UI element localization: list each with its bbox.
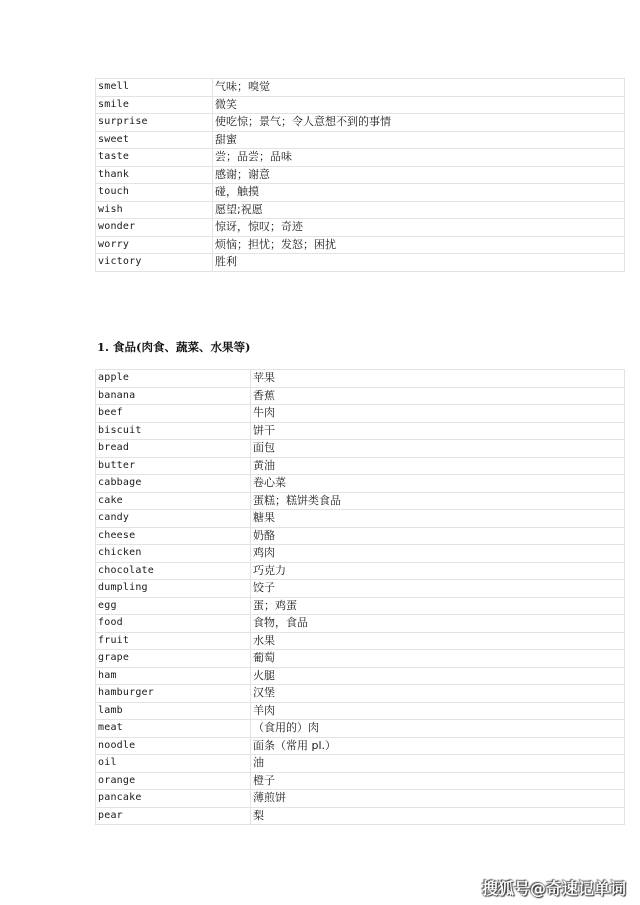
english-word: hamburger <box>96 685 251 703</box>
table-row <box>96 685 625 703</box>
table-row <box>96 772 625 790</box>
chinese-meaning: 气味；嗅觉 <box>213 79 625 97</box>
table-row <box>96 562 625 580</box>
table-row <box>96 580 625 598</box>
table-row <box>96 632 625 650</box>
english-word: oil <box>96 755 251 773</box>
english-word: fruit <box>96 632 251 650</box>
chinese-meaning: 面包 <box>251 440 625 458</box>
english-word: candy <box>96 510 251 528</box>
chinese-meaning: 饺子 <box>251 580 625 598</box>
chinese-meaning: 烦恼；担忧；发怒；困扰 <box>213 236 625 254</box>
chinese-meaning: 葡萄 <box>251 650 625 668</box>
table-row <box>96 597 625 615</box>
chinese-meaning: 汉堡 <box>251 685 625 703</box>
chinese-meaning: 羊肉 <box>251 702 625 720</box>
table-row <box>96 131 625 149</box>
english-word: thank <box>96 166 213 184</box>
table-row <box>96 79 625 97</box>
english-word: sweet <box>96 131 213 149</box>
english-word: cheese <box>96 527 251 545</box>
chinese-meaning: 使吃惊；景气；令人意想不到的事情 <box>213 114 625 132</box>
english-word: taste <box>96 149 213 167</box>
table-row <box>96 201 625 219</box>
english-word: apple <box>96 370 251 388</box>
emotions-vocab-table <box>95 78 625 272</box>
chinese-meaning: 惊讶，惊叹；奇迹 <box>213 219 625 237</box>
table-row <box>96 440 625 458</box>
english-word: food <box>96 615 251 633</box>
table-row <box>96 615 625 633</box>
english-word: orange <box>96 772 251 790</box>
chinese-meaning: 梨 <box>251 807 625 825</box>
chinese-meaning: 奶酪 <box>251 527 625 545</box>
english-word: biscuit <box>96 422 251 440</box>
chinese-meaning: 微笑 <box>213 96 625 114</box>
english-word: wonder <box>96 219 213 237</box>
table-row <box>96 219 625 237</box>
chinese-meaning: 火腿 <box>251 667 625 685</box>
chinese-meaning: 尝；品尝；品味 <box>213 149 625 167</box>
chinese-meaning: 胜利 <box>213 254 625 272</box>
english-word: banana <box>96 387 251 405</box>
food-vocab-table <box>95 369 625 825</box>
english-word: grape <box>96 650 251 668</box>
table-row <box>96 370 625 388</box>
english-word: surprise <box>96 114 213 132</box>
sohu-watermark: 搜狐号@奇速记单词 <box>481 879 626 898</box>
table-row <box>96 236 625 254</box>
english-word: smile <box>96 96 213 114</box>
english-word: butter <box>96 457 251 475</box>
table-row <box>96 492 625 510</box>
chinese-meaning: 橙子 <box>251 772 625 790</box>
table-row <box>96 510 625 528</box>
english-word: chocolate <box>96 562 251 580</box>
english-word: pancake <box>96 790 251 808</box>
chinese-meaning: 面条（常用 pl.） <box>251 737 625 755</box>
chinese-meaning: 卷心菜 <box>251 475 625 493</box>
table-row <box>96 422 625 440</box>
table-row <box>96 149 625 167</box>
table-row <box>96 405 625 423</box>
table-row <box>96 254 625 272</box>
chinese-meaning: 薄煎饼 <box>251 790 625 808</box>
table-row <box>96 457 625 475</box>
chinese-meaning: 鸡肉 <box>251 545 625 563</box>
food-table-body <box>96 370 625 825</box>
table-row <box>96 184 625 202</box>
table-row <box>96 650 625 668</box>
table-row <box>96 114 625 132</box>
english-word: wish <box>96 201 213 219</box>
english-word: worry <box>96 236 213 254</box>
table-row <box>96 790 625 808</box>
table-row <box>96 166 625 184</box>
food-section-heading: 1. 食品(肉食、蔬菜、水果等) <box>97 340 251 354</box>
table-row <box>96 720 625 738</box>
chinese-meaning: 愿望;祝愿 <box>213 201 625 219</box>
chinese-meaning: 感谢；谢意 <box>213 166 625 184</box>
english-word: pear <box>96 807 251 825</box>
english-word: dumpling <box>96 580 251 598</box>
chinese-meaning: 碰，触摸 <box>213 184 625 202</box>
table-row <box>96 545 625 563</box>
english-word: ham <box>96 667 251 685</box>
table-row <box>96 387 625 405</box>
table-row <box>96 667 625 685</box>
chinese-meaning: 蛋；鸡蛋 <box>251 597 625 615</box>
chinese-meaning: 食物，食品 <box>251 615 625 633</box>
chinese-meaning: 糖果 <box>251 510 625 528</box>
english-word: meat <box>96 720 251 738</box>
chinese-meaning: 巧克力 <box>251 562 625 580</box>
chinese-meaning: 油 <box>251 755 625 773</box>
emotions-table-body <box>96 79 625 272</box>
chinese-meaning: 苹果 <box>251 370 625 388</box>
table-row <box>96 475 625 493</box>
english-word: bread <box>96 440 251 458</box>
table-row <box>96 96 625 114</box>
english-word: victory <box>96 254 213 272</box>
english-word: chicken <box>96 545 251 563</box>
chinese-meaning: 甜蜜 <box>213 131 625 149</box>
table-row <box>96 527 625 545</box>
table-row <box>96 755 625 773</box>
english-word: smell <box>96 79 213 97</box>
chinese-meaning: 蛋糕；糕饼类食品 <box>251 492 625 510</box>
english-word: lamb <box>96 702 251 720</box>
english-word: cake <box>96 492 251 510</box>
english-word: noodle <box>96 737 251 755</box>
table-row <box>96 737 625 755</box>
english-word: touch <box>96 184 213 202</box>
chinese-meaning: 饼干 <box>251 422 625 440</box>
chinese-meaning: （食用的）肉 <box>251 720 625 738</box>
table-row <box>96 807 625 825</box>
english-word: cabbage <box>96 475 251 493</box>
english-word: egg <box>96 597 251 615</box>
chinese-meaning: 香蕉 <box>251 387 625 405</box>
chinese-meaning: 水果 <box>251 632 625 650</box>
table-row <box>96 702 625 720</box>
english-word: beef <box>96 405 251 423</box>
chinese-meaning: 黄油 <box>251 457 625 475</box>
chinese-meaning: 牛肉 <box>251 405 625 423</box>
